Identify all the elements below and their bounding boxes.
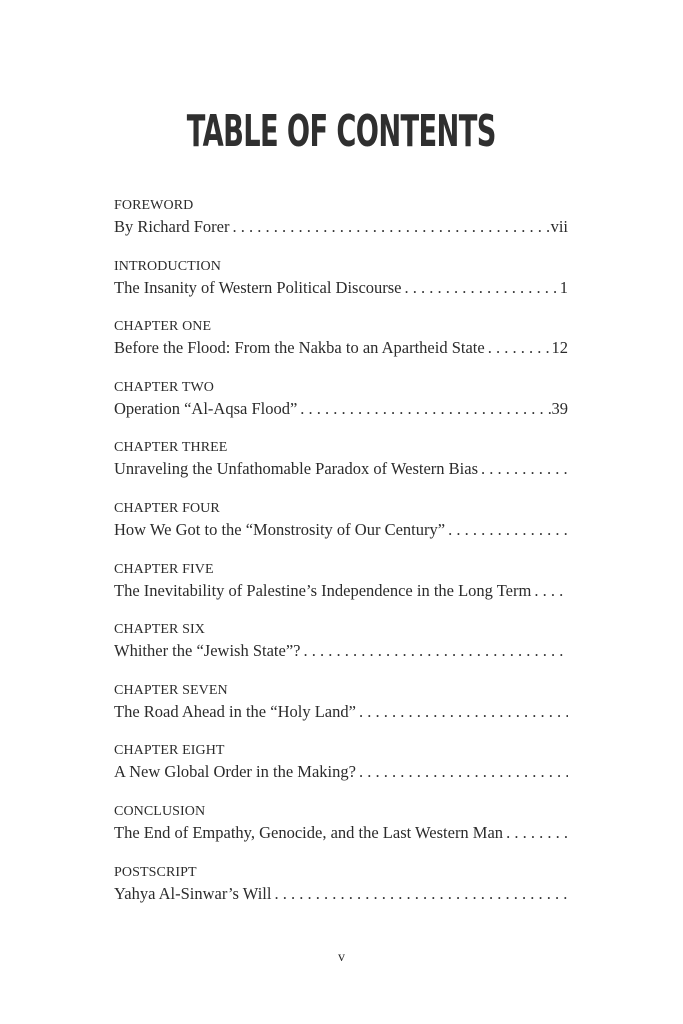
toc-entry-chapter-five	[114, 561, 568, 622]
toc-entry-title: The Insanity of Western Political Discourse	[114, 277, 402, 297]
dot-leader	[297, 398, 551, 420]
toc-entry-page: vii	[550, 217, 568, 236]
page-number: v	[338, 950, 345, 965]
toc-entry-label: CHAPTER SEVEN	[114, 682, 228, 698]
toc-entry-chapter-seven	[114, 682, 568, 743]
toc-entry-chapter-eight	[114, 742, 568, 803]
toc-entry-line	[114, 337, 568, 359]
toc-entry-label: CHAPTER TWO	[114, 379, 215, 395]
toc-entry-title: How We Got to the “Monstrosity of Our Century”	[114, 519, 446, 539]
toc-entry-line	[114, 216, 568, 238]
toc-entry-chapter-four	[114, 500, 568, 561]
toc-entry-label: CHAPTER THREE	[114, 440, 228, 456]
toc-entry-line	[114, 640, 568, 662]
toc-entry-line	[114, 883, 568, 905]
toc-entry-page: 1	[559, 277, 568, 297]
toc-entry-chapter-six	[114, 621, 568, 682]
dot-leader	[531, 580, 568, 602]
toc-entry-title: The Inevitability of Palestine’s Independence in the Long Term	[114, 580, 532, 600]
toc-entry-line	[114, 701, 568, 723]
dot-leader	[402, 277, 560, 299]
dot-leader	[478, 458, 568, 480]
dot-leader	[445, 519, 568, 541]
dot-leader	[485, 337, 552, 359]
dot-leader	[356, 761, 568, 783]
toc-entry-chapter-three	[114, 439, 568, 500]
toc-entry-label: CHAPTER SIX	[114, 622, 205, 638]
toc-entry-line	[114, 580, 568, 602]
toc-entry-title: By Richard Forer	[114, 217, 230, 236]
toc-entry-label: POSTSCRIPT	[114, 864, 197, 880]
toc-entry-title: Operation “Al-Aqsa Flood”	[114, 398, 298, 418]
toc-entry-label: CHAPTER FIVE	[114, 561, 214, 577]
toc-entry-conclusion	[114, 803, 568, 864]
toc-entry-postscript	[114, 864, 568, 925]
toc-entry-foreword	[114, 197, 568, 258]
toc-entry-chapter-two	[114, 379, 568, 440]
toc-entry-title: The End of Empathy, Genocide, and the Last Western Man	[114, 822, 504, 842]
dot-leader	[356, 701, 568, 723]
toc-entry-title: The Road Ahead in the “Holy Land”	[114, 701, 356, 721]
toc-entry-line	[114, 761, 568, 783]
dot-leader	[271, 883, 568, 905]
toc-entry-line	[114, 519, 568, 541]
toc-entry-line	[114, 822, 568, 844]
page-title-text: TABLE OF CONTENTS	[186, 106, 497, 157]
toc-entry-label: CHAPTER ONE	[114, 319, 212, 335]
toc-entry-title: Unraveling the Unfathomable Paradox of Western Bias	[114, 459, 479, 479]
toc-entry-title: Before the Flood: From the Nakba to an Apartheid State	[114, 338, 485, 358]
toc-entry-page: 12	[551, 338, 568, 358]
toc-entry-title: Whither the “Jewish State”?	[114, 641, 301, 661]
dot-leader	[229, 216, 550, 238]
toc-entry-line	[114, 277, 568, 299]
toc-entry-label: CHAPTER FOUR	[114, 500, 220, 516]
dot-leader	[503, 822, 568, 844]
page-title	[0, 108, 683, 156]
toc-entry-line	[114, 458, 568, 480]
table-of-contents	[114, 197, 568, 924]
toc-entry-label: INTRODUCTION	[114, 258, 221, 274]
toc-entry-line	[114, 398, 568, 420]
toc-entry-title: A New Global Order in the Making?	[114, 762, 356, 782]
toc-entry-label: FOREWORD	[114, 198, 194, 213]
toc-entry-title: Yahya Al-Sinwar’s Will	[114, 883, 272, 903]
toc-entry-label: CONCLUSION	[114, 803, 206, 819]
toc-entry-chapter-one	[114, 318, 568, 379]
toc-entry-label: CHAPTER EIGHT	[114, 743, 225, 759]
toc-entry-page: 39	[551, 398, 568, 418]
toc-entry-introduction	[114, 258, 568, 319]
dot-leader	[300, 640, 568, 662]
